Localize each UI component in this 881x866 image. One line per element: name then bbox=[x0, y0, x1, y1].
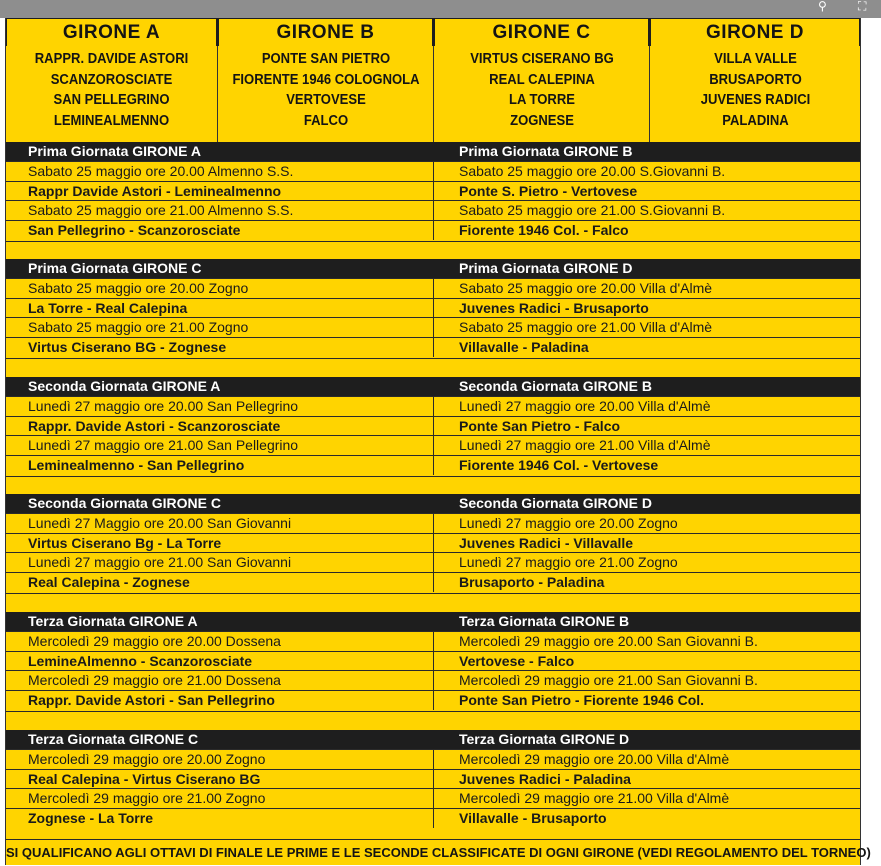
match-text: Villavalle - Brusaporto bbox=[459, 810, 607, 826]
group-headers bbox=[6, 18, 860, 46]
column-divider bbox=[433, 278, 434, 357]
matchday-title: Seconda Giornata GIRONE A bbox=[28, 378, 221, 394]
matchday-block bbox=[6, 142, 860, 240]
match-text: Virtus Ciserano Bg - La Torre bbox=[28, 535, 222, 551]
schedule-text: Mercoledì 29 maggio ore 20.00 Dossena bbox=[28, 633, 281, 649]
schedule-text: Sabato 25 maggio ore 20.00 Zogno bbox=[28, 280, 249, 296]
column-divider bbox=[433, 631, 434, 710]
match-text: Rappr. Davide Astori - Scanzorosciate bbox=[28, 418, 281, 434]
team-name: FIORENTE 1946 COLOGNOLA bbox=[232, 71, 420, 88]
schedule-text: Mercoledì 29 maggio ore 21.00 Dossena bbox=[28, 672, 281, 688]
schedule-text: Mercoledì 29 maggio ore 20.00 Zogno bbox=[28, 751, 266, 767]
match-text: Juvenes Radici - Brusaporto bbox=[459, 300, 649, 316]
team-name: LA TORRE bbox=[509, 92, 575, 108]
group-d-teams bbox=[649, 46, 861, 143]
team-name: LEMINEALMENNO bbox=[53, 112, 170, 129]
match-text: Juvenes Radici - Paladina bbox=[459, 771, 631, 787]
team-name: SCANZOROSCIATE bbox=[50, 71, 173, 88]
viewer-toolbar bbox=[0, 0, 881, 18]
team-name: FALCO bbox=[303, 112, 349, 129]
schedule-text: Sabato 25 maggio ore 21.00 Zogno bbox=[28, 319, 249, 335]
match-text: Fiorente 1946 Col. - Falco bbox=[459, 222, 629, 238]
match-text: Vertovese - Falco bbox=[459, 653, 575, 669]
schedule-text: Mercoledì 29 maggio ore 20.00 Villa d'Almè bbox=[459, 751, 730, 767]
team-name: BRUSAPORTO bbox=[709, 71, 802, 88]
column-divider bbox=[433, 513, 434, 592]
team-name: SAN PELLEGRINO bbox=[53, 92, 170, 108]
matchday-block bbox=[6, 259, 860, 357]
matchday-block bbox=[6, 612, 860, 710]
match-text: Villavalle - Paladina bbox=[459, 339, 589, 355]
matchday-title: Terza Giornata GIRONE D bbox=[459, 731, 630, 747]
match-text: Juvenes Radici - Villavalle bbox=[459, 535, 634, 551]
schedule-text: Mercoledì 29 maggio ore 20.00 San Giovanni B. bbox=[459, 633, 758, 649]
team-name: JUVENES RADICI bbox=[700, 92, 811, 108]
team-name: PONTE SAN PIETRO bbox=[261, 51, 391, 67]
schedule-text: Lunedì 27 maggio ore 21.00 Villa d'Almè bbox=[459, 437, 711, 453]
matchday-title: Seconda Giornata GIRONE C bbox=[28, 495, 221, 511]
schedule-text: Lunedì 27 maggio ore 21.00 San Pellegrino bbox=[28, 437, 299, 453]
team-name: PALADINA bbox=[722, 112, 789, 129]
match-text: Ponte San Pietro - Falco bbox=[459, 418, 621, 434]
schedule-text: Sabato 25 maggio ore 20.00 Villa d'Almè bbox=[459, 280, 713, 296]
matchday-title: Seconda Giornata GIRONE B bbox=[459, 378, 652, 394]
column-divider bbox=[433, 749, 434, 828]
group-a-teams bbox=[6, 46, 217, 143]
group-d-header: GIRONE D bbox=[651, 19, 859, 46]
matchday-header-bar bbox=[6, 494, 860, 513]
matchday-block bbox=[6, 730, 860, 828]
schedule-text: Sabato 25 maggio ore 21.00 S.Giovanni B. bbox=[459, 202, 726, 218]
match-text: Real Calepina - Zognese bbox=[28, 574, 190, 590]
match-text: Rappr. Davide Astori - San Pellegrino bbox=[28, 692, 275, 708]
schedule-text: Mercoledì 29 maggio ore 21.00 San Giovanni B. bbox=[459, 672, 758, 688]
match-text: Rappr Davide Astori - Leminealmenno bbox=[28, 183, 282, 199]
team-name: ZOGNESE bbox=[510, 112, 574, 129]
group-c-header: GIRONE C bbox=[435, 19, 648, 46]
matchday-header-bar bbox=[6, 142, 860, 161]
matchday-title: Prima Giornata GIRONE B bbox=[459, 143, 633, 159]
matchday-block bbox=[6, 377, 860, 475]
group-c-teams bbox=[433, 46, 650, 143]
schedule-text: Mercoledì 29 maggio ore 21.00 Villa d'Almè bbox=[459, 790, 730, 806]
team-name: VIRTUS CISERANO BG bbox=[470, 51, 614, 67]
schedule-text: Lunedì 27 maggio ore 21.00 San Giovanni bbox=[28, 554, 292, 570]
matchday-header-bar bbox=[6, 612, 860, 631]
matchday-header-bar bbox=[6, 730, 860, 749]
matchday-title: Prima Giornata GIRONE C bbox=[28, 260, 202, 276]
matchday-title: Terza Giornata GIRONE C bbox=[28, 731, 199, 747]
schedule-text: Sabato 25 maggio ore 21.00 Villa d'Almè bbox=[459, 319, 713, 335]
match-text: Brusaporto - Paladina bbox=[459, 574, 605, 590]
schedule-text: Lunedì 27 maggio ore 21.00 Zogno bbox=[459, 554, 678, 570]
schedule-text: Lunedì 27 maggio ore 20.00 San Pellegrino bbox=[28, 398, 299, 414]
matchday-title: Prima Giornata GIRONE A bbox=[28, 143, 201, 159]
schedule-text: Lunedì 27 maggio ore 20.00 Zogno bbox=[459, 515, 678, 531]
schedule-text: Sabato 25 maggio ore 20.00 S.Giovanni B. bbox=[459, 163, 726, 179]
column-divider bbox=[433, 161, 434, 240]
schedule-text: Sabato 25 maggio ore 20.00 Almenno S.S. bbox=[28, 163, 294, 179]
match-text: Ponte S. Pietro - Vertovese bbox=[459, 183, 638, 199]
matchday-header-bar bbox=[6, 377, 860, 396]
group-b-teams bbox=[217, 46, 434, 143]
match-text: Real Calepina - Virtus Ciserano BG bbox=[28, 771, 261, 787]
group-b-header: GIRONE B bbox=[219, 19, 432, 46]
match-text: Virtus Ciserano BG - Zognese bbox=[28, 339, 227, 355]
team-name: VILLA VALLE bbox=[714, 51, 797, 67]
group-a-header: GIRONE A bbox=[7, 19, 216, 46]
fullscreen-icon[interactable]: ⛶ bbox=[858, 0, 867, 13]
match-text: Zognese - La Torre bbox=[28, 810, 153, 826]
matchday-title: Terza Giornata GIRONE A bbox=[28, 613, 198, 629]
match-text: San Pellegrino - Scanzorosciate bbox=[28, 222, 241, 238]
match-text: Fiorente 1946 Col. - Vertovese bbox=[459, 457, 659, 473]
match-text: La Torre - Real Calepina bbox=[28, 300, 188, 316]
team-name: VERTOVESE bbox=[286, 92, 366, 108]
team-name: RAPPR. DAVIDE ASTORI bbox=[34, 51, 189, 67]
match-text: LemineAlmenno - Scanzorosciate bbox=[28, 653, 253, 669]
matchday-title: Terza Giornata GIRONE B bbox=[459, 613, 630, 629]
schedule-text: Sabato 25 maggio ore 21.00 Almenno S.S. bbox=[28, 202, 294, 218]
matchday-title: Prima Giornata GIRONE D bbox=[459, 260, 633, 276]
team-name: REAL CALEPINA bbox=[489, 71, 595, 88]
column-divider bbox=[433, 396, 434, 475]
matchday-title: Seconda Giornata GIRONE D bbox=[459, 495, 652, 511]
matchday-header-bar bbox=[6, 259, 860, 278]
zoom-icon[interactable]: ⚲ bbox=[818, 0, 827, 13]
qualification-note: SI QUALIFICANO AGLI OTTAVI DI FINALE LE PRIME E LE SECONDE CLASSIFICATE DI OGNI GIRONE (VEDI REGOLAMENTO DEL TORNEO) bbox=[6, 839, 860, 866]
matchday-block bbox=[6, 494, 860, 592]
schedule-text: Lunedì 27 Maggio ore 20.00 San Giovanni bbox=[28, 515, 292, 531]
match-text: Ponte San Pietro - Fiorente 1946 Col. bbox=[459, 692, 705, 708]
schedule-text: Mercoledì 29 maggio ore 21.00 Zogno bbox=[28, 790, 266, 806]
tournament-sheet bbox=[5, 18, 871, 865]
schedule-text: Lunedì 27 maggio ore 20.00 Villa d'Almè bbox=[459, 398, 711, 414]
match-text: Leminealmenno - San Pellegrino bbox=[28, 457, 245, 473]
